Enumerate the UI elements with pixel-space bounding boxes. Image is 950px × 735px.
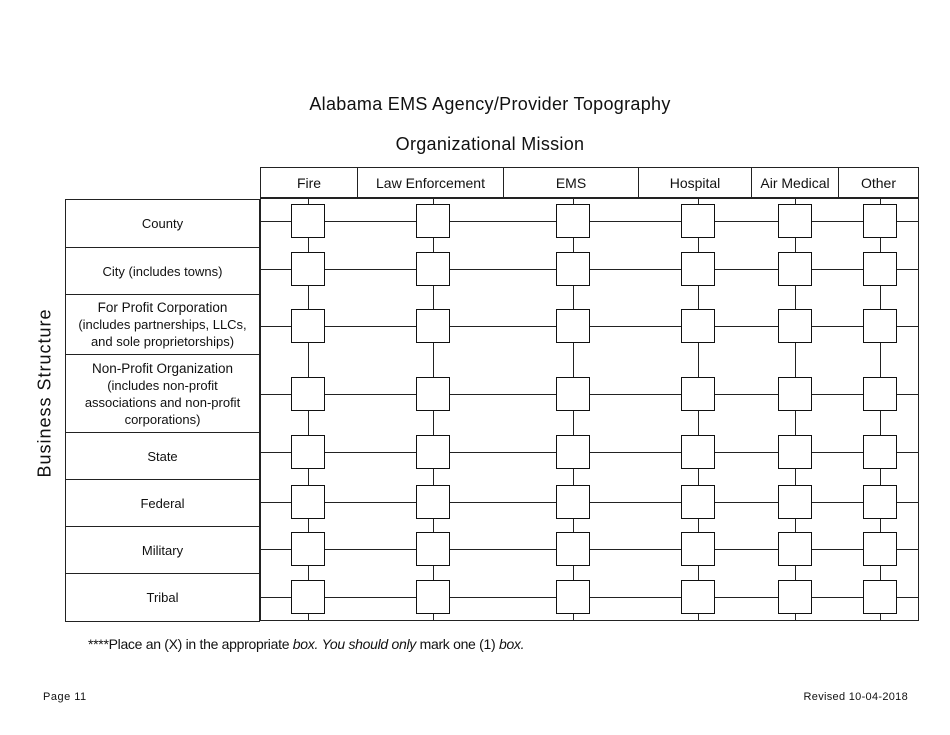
row-label-line: (includes non-profit — [107, 377, 218, 393]
row-label-state — [65, 432, 260, 480]
checkbox-for-profit-corporation-hospital[interactable] — [681, 309, 715, 343]
footnote-box-2: box. — [498, 636, 525, 652]
checkbox-city-includes-towns-other[interactable] — [863, 252, 897, 286]
checkbox-city-includes-towns-hospital[interactable] — [681, 252, 715, 286]
checkbox-military-fire[interactable] — [291, 532, 325, 566]
checkbox-state-air-medical[interactable] — [778, 435, 812, 469]
row-label-county — [65, 199, 260, 248]
footnote-mark-one: mark one (1) — [416, 636, 499, 652]
row-label-line: Non-Profit Organization — [91, 360, 234, 376]
checkbox-non-profit-organization-other[interactable] — [863, 377, 897, 411]
row-label-non-profit-organization — [65, 354, 260, 433]
footnote-prefix: ****Place an (X) in the appropriate — [88, 636, 293, 652]
row-label-line: Military — [141, 542, 184, 558]
footnote-should-only: You should only — [321, 636, 416, 652]
checkbox-county-ems[interactable] — [556, 204, 590, 238]
checkbox-federal-other[interactable] — [863, 485, 897, 519]
row-label-city-includes-towns — [65, 247, 260, 295]
checkbox-for-profit-corporation-fire[interactable] — [291, 309, 325, 343]
checkbox-military-other[interactable] — [863, 532, 897, 566]
checkbox-county-air-medical[interactable] — [778, 204, 812, 238]
checkbox-non-profit-organization-law-enforcement[interactable] — [416, 377, 450, 411]
checkbox-tribal-hospital[interactable] — [681, 580, 715, 614]
checkbox-tribal-ems[interactable] — [556, 580, 590, 614]
row-label-text — [103, 263, 223, 280]
instructions-footnote — [88, 636, 524, 652]
checkbox-non-profit-organization-fire[interactable] — [291, 377, 325, 411]
checkbox-military-hospital[interactable] — [681, 532, 715, 566]
checkbox-tribal-law-enforcement[interactable] — [416, 580, 450, 614]
checkbox-state-law-enforcement[interactable] — [416, 435, 450, 469]
checkbox-county-other[interactable] — [863, 204, 897, 238]
checkbox-city-includes-towns-air-medical[interactable] — [778, 252, 812, 286]
footnote-box-1: box. — [292, 636, 319, 652]
row-group-heading: Business Structure — [34, 308, 55, 478]
checkbox-county-law-enforcement[interactable] — [416, 204, 450, 238]
row-label-line: Tribal — [146, 590, 179, 605]
column-header-other: Other — [838, 167, 919, 198]
row-label-line: For Profit Corporation — [97, 300, 228, 315]
checkbox-tribal-other[interactable] — [863, 580, 897, 614]
row-label-tribal — [65, 573, 260, 622]
checkbox-for-profit-corporation-air-medical[interactable] — [778, 309, 812, 343]
checkbox-non-profit-organization-ems[interactable] — [556, 377, 590, 411]
checkbox-federal-law-enforcement[interactable] — [416, 485, 450, 519]
row-label-federal — [65, 479, 260, 527]
column-group-heading: Organizational Mission — [395, 134, 585, 154]
checkbox-city-includes-towns-fire[interactable] — [291, 252, 325, 286]
revision-date: Revised 10-04-2018 — [803, 691, 908, 703]
row-label-military — [65, 526, 260, 574]
checkbox-tribal-fire[interactable] — [291, 580, 325, 614]
checkbox-for-profit-corporation-ems[interactable] — [556, 309, 590, 343]
checkbox-federal-ems[interactable] — [556, 485, 590, 519]
checkbox-non-profit-organization-hospital[interactable] — [681, 377, 715, 411]
row-label-text — [142, 215, 183, 232]
row-label-line: City (includes towns) — [102, 263, 223, 279]
checkbox-state-hospital[interactable] — [681, 435, 715, 469]
checkbox-city-includes-towns-ems[interactable] — [556, 252, 590, 286]
checkbox-federal-hospital[interactable] — [681, 485, 715, 519]
row-label-line: and sole proprietorships) — [90, 334, 235, 349]
row-label-text — [78, 299, 246, 350]
checkbox-non-profit-organization-air-medical[interactable] — [778, 377, 812, 411]
row-label-line: County — [141, 216, 184, 231]
checkbox-state-other[interactable] — [863, 435, 897, 469]
checkbox-military-ems[interactable] — [556, 532, 590, 566]
row-label-line: associations and non-profit — [84, 394, 241, 410]
checkbox-city-includes-towns-law-enforcement[interactable] — [416, 252, 450, 286]
checkbox-state-ems[interactable] — [556, 435, 590, 469]
checkbox-federal-air-medical[interactable] — [778, 485, 812, 519]
page-number: Page 11 — [43, 691, 87, 703]
form-title: Alabama EMS Agency/Provider Topography — [309, 94, 671, 114]
checkbox-tribal-air-medical[interactable] — [778, 580, 812, 614]
checkbox-state-fire[interactable] — [291, 435, 325, 469]
row-label-line: (includes partnerships, LLCs, — [78, 317, 247, 332]
row-label-line: corporations) — [124, 411, 201, 427]
column-header-hospital: Hospital — [638, 167, 752, 198]
column-header-air-medical: Air Medical — [751, 167, 839, 198]
row-label-text — [146, 589, 178, 606]
row-label-text — [85, 360, 240, 428]
checkbox-for-profit-corporation-other[interactable] — [863, 309, 897, 343]
checkbox-military-law-enforcement[interactable] — [416, 532, 450, 566]
row-label-text — [142, 542, 183, 559]
checkbox-for-profit-corporation-law-enforcement[interactable] — [416, 309, 450, 343]
row-label-line: State — [147, 448, 178, 464]
column-header-ems: EMS — [503, 167, 639, 198]
column-header-law-enforcement: Law Enforcement — [357, 167, 504, 198]
checkbox-military-air-medical[interactable] — [778, 532, 812, 566]
checkbox-federal-fire[interactable] — [291, 485, 325, 519]
checkbox-county-fire[interactable] — [291, 204, 325, 238]
column-header-fire: Fire — [260, 167, 358, 198]
row-label-text — [140, 495, 184, 512]
row-label-for-profit-corporation — [65, 294, 260, 355]
checkbox-county-hospital[interactable] — [681, 204, 715, 238]
row-label-line: Federal — [140, 495, 185, 511]
row-label-text — [147, 448, 177, 465]
